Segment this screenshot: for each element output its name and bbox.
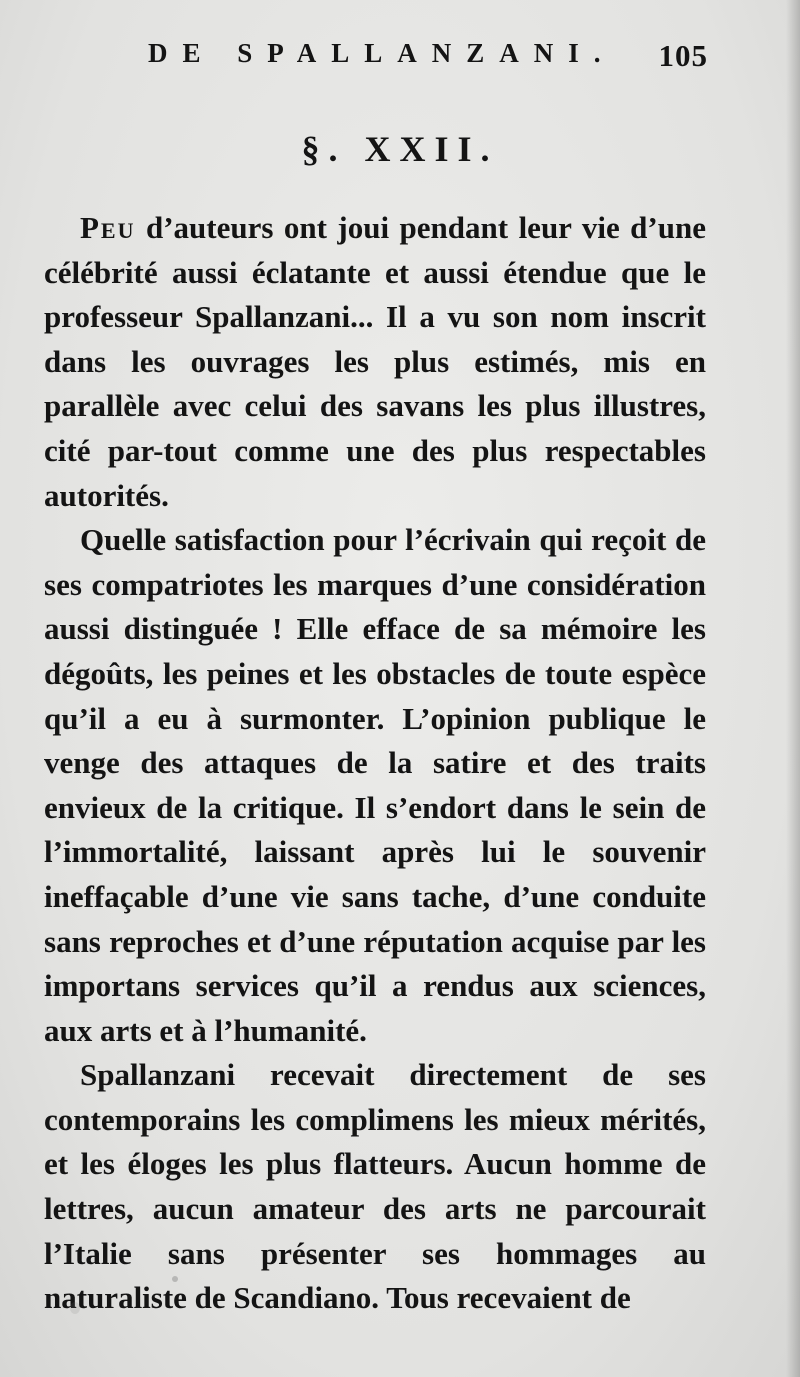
- running-head: DE SPALLANZANI.: [148, 38, 616, 68]
- page-number: 105: [658, 38, 708, 73]
- paragraph-1: [44, 206, 706, 518]
- page-header: [44, 38, 708, 78]
- body-text: [44, 206, 706, 1321]
- paragraph-1-lead-word: Peu: [80, 210, 136, 245]
- ink-speck: [70, 1302, 80, 1314]
- paragraph-1-text: d’auteurs ont joui pendant leur vie d’une célébrité aussi éclatante et aussi étendue que le professeur Spallanzani... Il a vu son nom inscrit dans les ouvrages les plus estimés, mis en parallèle avec celui des savans les plus illustres, cité par-tout comme une des plus respectables autorités.: [44, 210, 706, 513]
- paragraph-2: Quelle satisfaction pour l’écrivain qui reçoit de ses compatriotes les marques d’une considération aussi distinguée ! Elle efface de sa mémoire les dégoûts, les peines et les obstacles de toute espèce qu’il a eu à surmonter. L’opinion publique le venge des attaques de la satire et des traits envieux de la critique. Il s’endort dans le sein de l’immortalité, laissant après lui le souvenir ineffaçable d’une vie sans tache, d’une conduite sans reproches et d’une réputation acquise par les importans services qu’il a rendus aux sciences, aux arts et à l’humanité.: [44, 522, 706, 1048]
- paragraph-3: Spallanzani recevait directement de ses contemporains les complimens les mieux mérités, et les éloges les plus flatteurs. Aucun homme de lettres, aucun amateur des arts ne parcourait l’Italie sans présenter ses hommages au naturaliste de Scandiano. Tous recevaient de: [44, 1057, 706, 1316]
- section-heading: §. XXII.: [301, 129, 499, 169]
- page-edge-shadow: [786, 0, 800, 1377]
- ink-speck: [172, 1276, 178, 1282]
